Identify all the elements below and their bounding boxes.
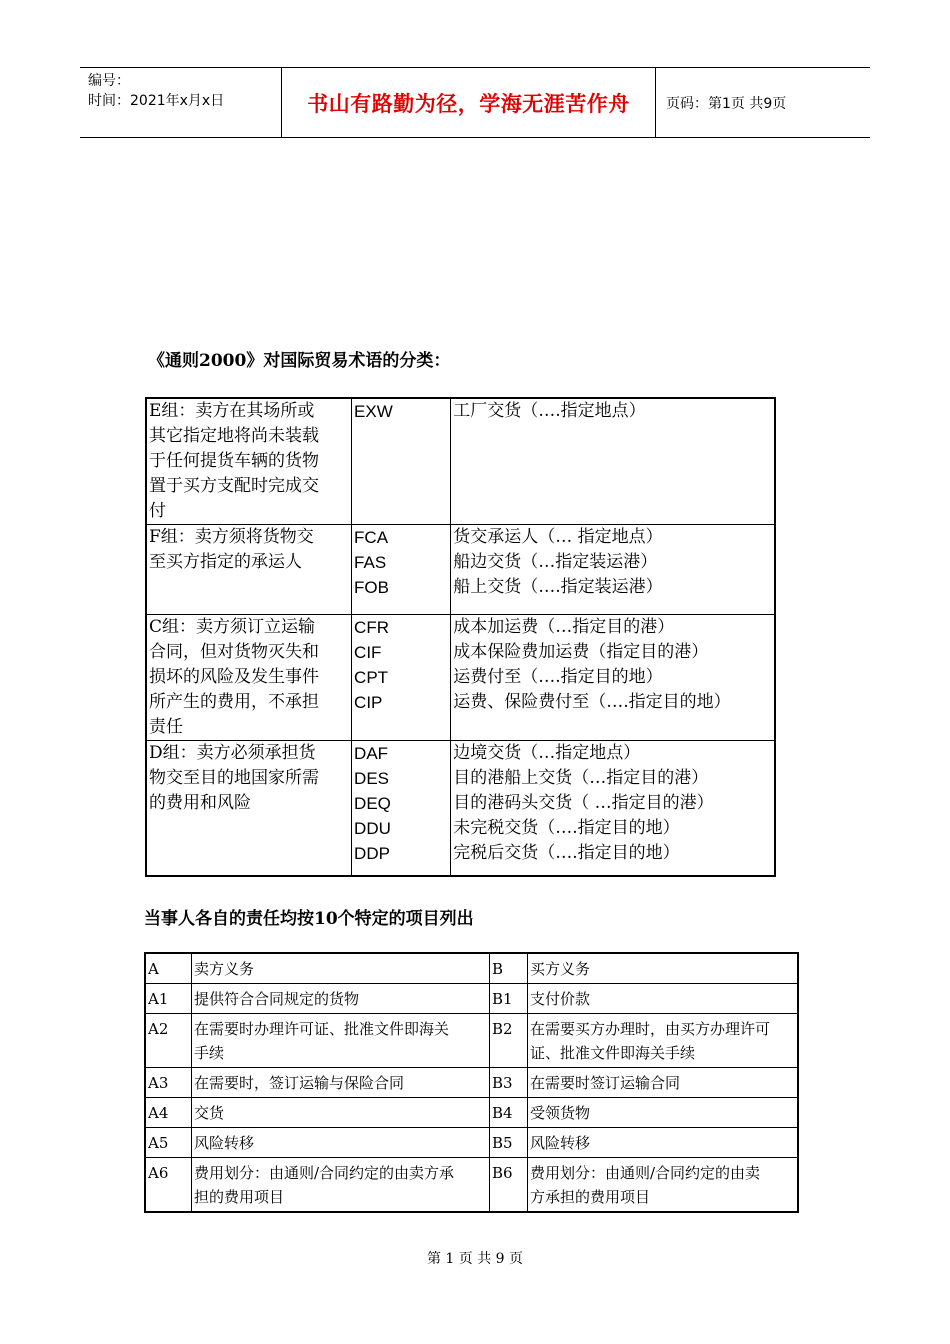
- section1-title: 《通则2000》对国际贸易术语的分类：: [148, 351, 451, 371]
- header-left: [80, 68, 281, 137]
- obligations-table: [144, 952, 799, 1213]
- term-code: CPT: [354, 668, 389, 687]
- term-code: DEQ: [354, 794, 391, 813]
- buyer-item-key: B: [490, 953, 528, 984]
- obligation-row: [145, 1068, 798, 1098]
- term-meaning: 目的港船上交货（…指定目的港）: [453, 768, 709, 788]
- description-line: 合同，但对货物灭失和: [149, 642, 319, 662]
- buyer-item-key: B5: [490, 1128, 528, 1158]
- buyer-obligation: [528, 1128, 799, 1158]
- buyer-obligation-line: 支付价款: [530, 990, 591, 1008]
- seller-obligation-line: 担的费用项目: [194, 1188, 285, 1206]
- term-meaning: 船边交货（…指定装运港）: [453, 552, 658, 572]
- buyer-obligation-line: 买方义务: [530, 960, 591, 978]
- seller-item-key: A2: [145, 1014, 192, 1068]
- buyer-item-key: B3: [490, 1068, 528, 1098]
- description-line: 至买方指定的承运人: [149, 552, 302, 572]
- seller-item-key: A1: [145, 984, 192, 1014]
- buyer-obligation: [528, 953, 799, 984]
- buyer-obligation: [528, 1098, 799, 1128]
- term-codes: [352, 525, 451, 615]
- buyer-obligation: [528, 1068, 799, 1098]
- buyer-item-key: B6: [490, 1158, 528, 1213]
- buyer-obligation-line: 在需要时签订运输合同: [530, 1074, 681, 1092]
- seller-item-key: A5: [145, 1128, 192, 1158]
- description-line: C组：卖方须订立运输: [149, 617, 316, 637]
- description-line: 其它指定地将尚未装载: [149, 426, 319, 446]
- buyer-obligation-line: 受领货物: [530, 1104, 591, 1122]
- seller-obligation-line: 交货: [194, 1104, 225, 1122]
- buyer-item-key: B2: [490, 1014, 528, 1068]
- term-codes: [352, 615, 451, 741]
- buyer-item-key: B4: [490, 1098, 528, 1128]
- incoterm-group-row: [146, 398, 775, 525]
- time-label: 时间：2021年x月x日: [88, 93, 225, 109]
- seller-item-key: A: [145, 953, 192, 984]
- term-meanings: [451, 525, 775, 615]
- term-code: DAF: [354, 744, 389, 763]
- term-code: CFR: [354, 618, 389, 637]
- page-label: 页码：第1页 共9页: [666, 95, 787, 112]
- obligation-row: [145, 1098, 798, 1128]
- seller-obligation-line: 在需要时办理许可证、批准文件即海关: [194, 1020, 450, 1038]
- term-meaning: 完税后交货（….指定目的地）: [453, 843, 680, 863]
- description-line: E组：卖方在其场所或: [149, 401, 315, 421]
- obligation-row: [145, 984, 798, 1014]
- group-description: [146, 741, 352, 876]
- seller-obligation: [192, 1098, 490, 1128]
- group-description: [146, 398, 352, 525]
- seller-item-key: A4: [145, 1098, 192, 1128]
- term-meaning: 运费、保险费付至（….指定目的地）: [453, 692, 731, 712]
- description-line: 责任: [149, 717, 183, 737]
- seller-obligation-line: 在需要时，签订运输与保险合同: [194, 1074, 405, 1092]
- motto: 书山有路勤为径，学海无涯苦作舟: [281, 68, 656, 137]
- incoterm-group-row: [146, 741, 775, 876]
- seller-obligation: [192, 1128, 490, 1158]
- description-line: D组：卖方必须承担货: [149, 743, 316, 763]
- term-code: DES: [354, 769, 390, 788]
- description-line: 置于买方支配时完成交: [149, 476, 319, 496]
- term-meaning: 成本加运费（…指定目的港）: [453, 617, 675, 637]
- description-line: 所产生的费用，不承担: [149, 692, 319, 712]
- incoterm-group-row: [146, 615, 775, 741]
- term-meaning: 边境交货（…指定地点）: [453, 743, 641, 763]
- incoterms-table: [145, 397, 776, 877]
- term-code: FCA: [354, 528, 389, 547]
- seller-obligation-line: 手续: [194, 1044, 225, 1062]
- buyer-obligation-line: 方承担的费用项目: [530, 1188, 651, 1206]
- term-meaning: 运费付至（….指定目的地）: [453, 667, 663, 687]
- term-code: DDU: [354, 819, 391, 838]
- term-meanings: [451, 741, 775, 876]
- obligation-row: [145, 953, 798, 984]
- buyer-obligation-line: 在需要买方办理时，由买方办理许可: [530, 1020, 771, 1038]
- page-header: [80, 67, 870, 138]
- term-meanings: [451, 615, 775, 741]
- term-code: CIP: [354, 693, 383, 712]
- description-line: 的费用和风险: [149, 793, 251, 813]
- term-meaning: 目的港码头交货（ …指定目的港）: [453, 793, 714, 813]
- seller-obligation: [192, 1158, 490, 1213]
- term-code: DDP: [354, 844, 390, 863]
- number-label: 编号：: [88, 73, 130, 89]
- seller-obligation: [192, 1014, 490, 1068]
- seller-obligation-line: 提供符合合同规定的货物: [194, 990, 360, 1008]
- obligation-row: [145, 1128, 798, 1158]
- incoterm-group-row: [146, 525, 775, 615]
- term-meaning: 工厂交货（….指定地点）: [453, 401, 646, 421]
- group-description: [146, 615, 352, 741]
- term-code: CIF: [354, 643, 382, 662]
- description-line: 付: [149, 501, 166, 521]
- term-meanings: [451, 398, 775, 525]
- obligation-row: [145, 1158, 798, 1213]
- term-meaning: 船上交货（….指定装运港）: [453, 577, 663, 597]
- buyer-obligation: [528, 984, 799, 1014]
- buyer-obligation-line: 费用划分：由通则/合同约定的由卖: [530, 1164, 761, 1182]
- seller-obligation-line: 风险转移: [194, 1134, 255, 1152]
- buyer-obligation-line: 风险转移: [530, 1134, 591, 1152]
- term-meaning: 货交承运人（… 指定地点）: [453, 527, 663, 547]
- term-meaning: 未完税交货（….指定目的地）: [453, 818, 680, 838]
- description-line: F组：卖方须将货物交: [149, 527, 314, 547]
- seller-obligation: [192, 984, 490, 1014]
- group-description: [146, 525, 352, 615]
- term-codes: [352, 398, 451, 525]
- buyer-obligation-line: 证、批准文件即海关手续: [530, 1044, 696, 1062]
- seller-obligation-line: 费用划分：由通则/合同约定的由卖方承: [194, 1164, 455, 1182]
- description-line: 于任何提货车辆的货物: [149, 451, 319, 471]
- term-meaning: 成本保险费加运费（指定目的港）: [453, 642, 709, 662]
- obligation-row: [145, 1014, 798, 1068]
- page-footer: 第 1 页 共 9 页: [426, 1251, 524, 1267]
- seller-item-key: A6: [145, 1158, 192, 1213]
- term-code: FAS: [354, 553, 387, 572]
- seller-obligation: [192, 1068, 490, 1098]
- seller-item-key: A3: [145, 1068, 192, 1098]
- section2-title: 当事人各自的责任均按10个特定的项目列出: [144, 909, 474, 929]
- buyer-obligation: [528, 1158, 799, 1213]
- seller-obligation: [192, 953, 490, 984]
- term-code: FOB: [354, 578, 389, 597]
- term-code: EXW: [354, 402, 393, 421]
- buyer-item-key: B1: [490, 984, 528, 1014]
- term-codes: [352, 741, 451, 876]
- buyer-obligation: [528, 1014, 799, 1068]
- description-line: 损坏的风险及发生事件: [149, 667, 319, 687]
- seller-obligation-line: 卖方义务: [194, 960, 255, 978]
- description-line: 物交至目的地国家所需: [149, 768, 319, 788]
